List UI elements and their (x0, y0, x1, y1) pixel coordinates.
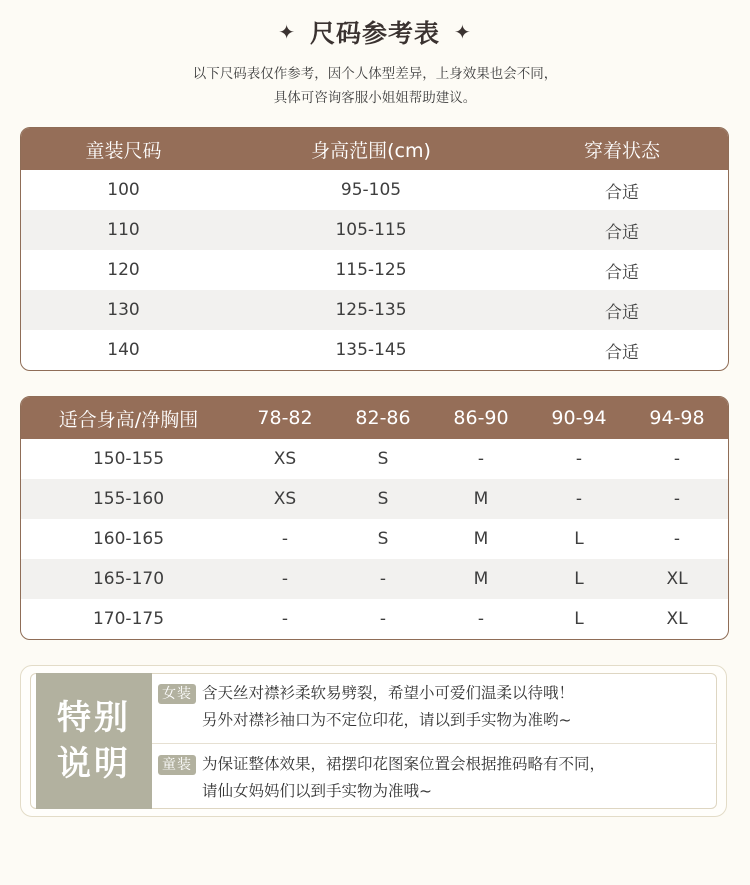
table-cell: XS (273, 489, 297, 509)
table-cell: 150-155 (92, 449, 165, 469)
table-cell: 155-160 (92, 489, 165, 509)
header-cell: 90-94 (551, 407, 607, 429)
note-item (152, 744, 717, 809)
note-line: 含天丝对襟衫柔软易劈裂，希望小可爱们温柔以待哦！ (202, 684, 575, 702)
table-row (21, 250, 728, 290)
table-row (21, 290, 728, 330)
table-cell: - (281, 569, 289, 589)
table-cell: 合适 (605, 302, 639, 323)
table-cell: 140 (107, 340, 140, 360)
table-row (21, 330, 728, 370)
table-cell: - (477, 449, 485, 469)
table-row (21, 210, 728, 250)
table-cell: M (473, 569, 489, 589)
header-cell: 童装尺码 (85, 139, 162, 162)
page-title-group (278, 14, 472, 50)
table-cell: 110 (107, 220, 140, 240)
table-cell: XS (273, 449, 297, 469)
special-notes (20, 665, 727, 817)
table-cell: 合适 (605, 262, 639, 283)
table-cell: 合适 (605, 342, 639, 363)
table-cell: - (673, 449, 681, 469)
note-line: 请仙女妈妈们以到手实物为准哦~ (202, 782, 432, 800)
page-subtitle (0, 62, 750, 110)
table-cell: 135-145 (335, 340, 407, 360)
table-cell: 105-115 (335, 220, 407, 240)
table-cell: 95-105 (340, 180, 402, 200)
table-row (21, 559, 728, 599)
notes-label-line: 说明 (57, 744, 131, 784)
header-cell: 86-90 (453, 407, 509, 429)
table-cell: - (575, 449, 583, 469)
table-cell: 合适 (605, 182, 639, 203)
note-tag: 童装 (158, 755, 196, 775)
table-cell: 合适 (605, 222, 639, 243)
table-cell: L (574, 609, 584, 629)
table-cell: XL (666, 569, 688, 589)
table-row (21, 519, 728, 559)
table-cell: L (574, 569, 584, 589)
page-title: 尺码参考表 (309, 19, 440, 48)
star-icon: ✦ (454, 20, 472, 44)
table-cell: M (473, 529, 489, 549)
header-cell: 82-86 (355, 407, 411, 429)
table-cell: - (379, 609, 387, 629)
table-cell: 100 (107, 180, 140, 200)
table-cell: 115-125 (335, 260, 407, 280)
table-cell: 120 (107, 260, 140, 280)
header-cell: 身高范围(cm) (311, 139, 431, 162)
table-cell: 125-135 (335, 300, 407, 320)
table-cell: M (473, 489, 489, 509)
kids-size-table (20, 127, 729, 371)
note-text (202, 673, 574, 734)
table-cell: 170-175 (92, 609, 165, 629)
table-cell: S (377, 489, 389, 509)
notes-label-line: 特别 (57, 698, 131, 738)
adult-size-table (20, 396, 729, 640)
table-header (21, 397, 728, 439)
table-cell: - (281, 529, 289, 549)
table-row (21, 170, 728, 210)
note-text (202, 744, 605, 805)
table-cell: XL (666, 609, 688, 629)
table-cell: 160-165 (92, 529, 165, 549)
table-cell: - (281, 609, 289, 629)
note-tag: 女装 (158, 684, 196, 704)
notes-label (36, 673, 152, 809)
note-line: 为保证整体效果，裙摆印花图案位置会根据推码略有不同， (202, 755, 606, 773)
header-cell: 适合身高/净胸围 (58, 408, 199, 431)
header-cell: 78-82 (257, 407, 313, 429)
table-cell: - (673, 489, 681, 509)
table-header (21, 128, 728, 170)
table-row (21, 599, 728, 639)
header-cell: 穿着状态 (583, 139, 660, 162)
table-cell: L (574, 529, 584, 549)
table-cell: - (575, 489, 583, 509)
table-row (21, 479, 728, 519)
table-cell: 165-170 (92, 569, 165, 589)
subtitle-line: 具体可咨询客服小姐姐帮助建议。 (273, 90, 477, 106)
table-cell: - (379, 569, 387, 589)
star-icon: ✦ (278, 20, 296, 44)
table-row (21, 439, 728, 479)
page-header (0, 14, 750, 50)
note-item (152, 673, 717, 744)
note-line: 另外对襟衫袖口为不定位印花，请以到手实物为准哟~ (202, 711, 572, 729)
table-cell: - (673, 529, 681, 549)
table-cell: - (477, 609, 485, 629)
table-cell: 130 (107, 300, 140, 320)
subtitle-line: 以下尺码表仅作参考，因个人体型差异，上身效果也会不同， (192, 66, 558, 82)
header-cell: 94-98 (649, 407, 705, 429)
table-cell: S (377, 529, 389, 549)
table-cell: S (377, 449, 389, 469)
